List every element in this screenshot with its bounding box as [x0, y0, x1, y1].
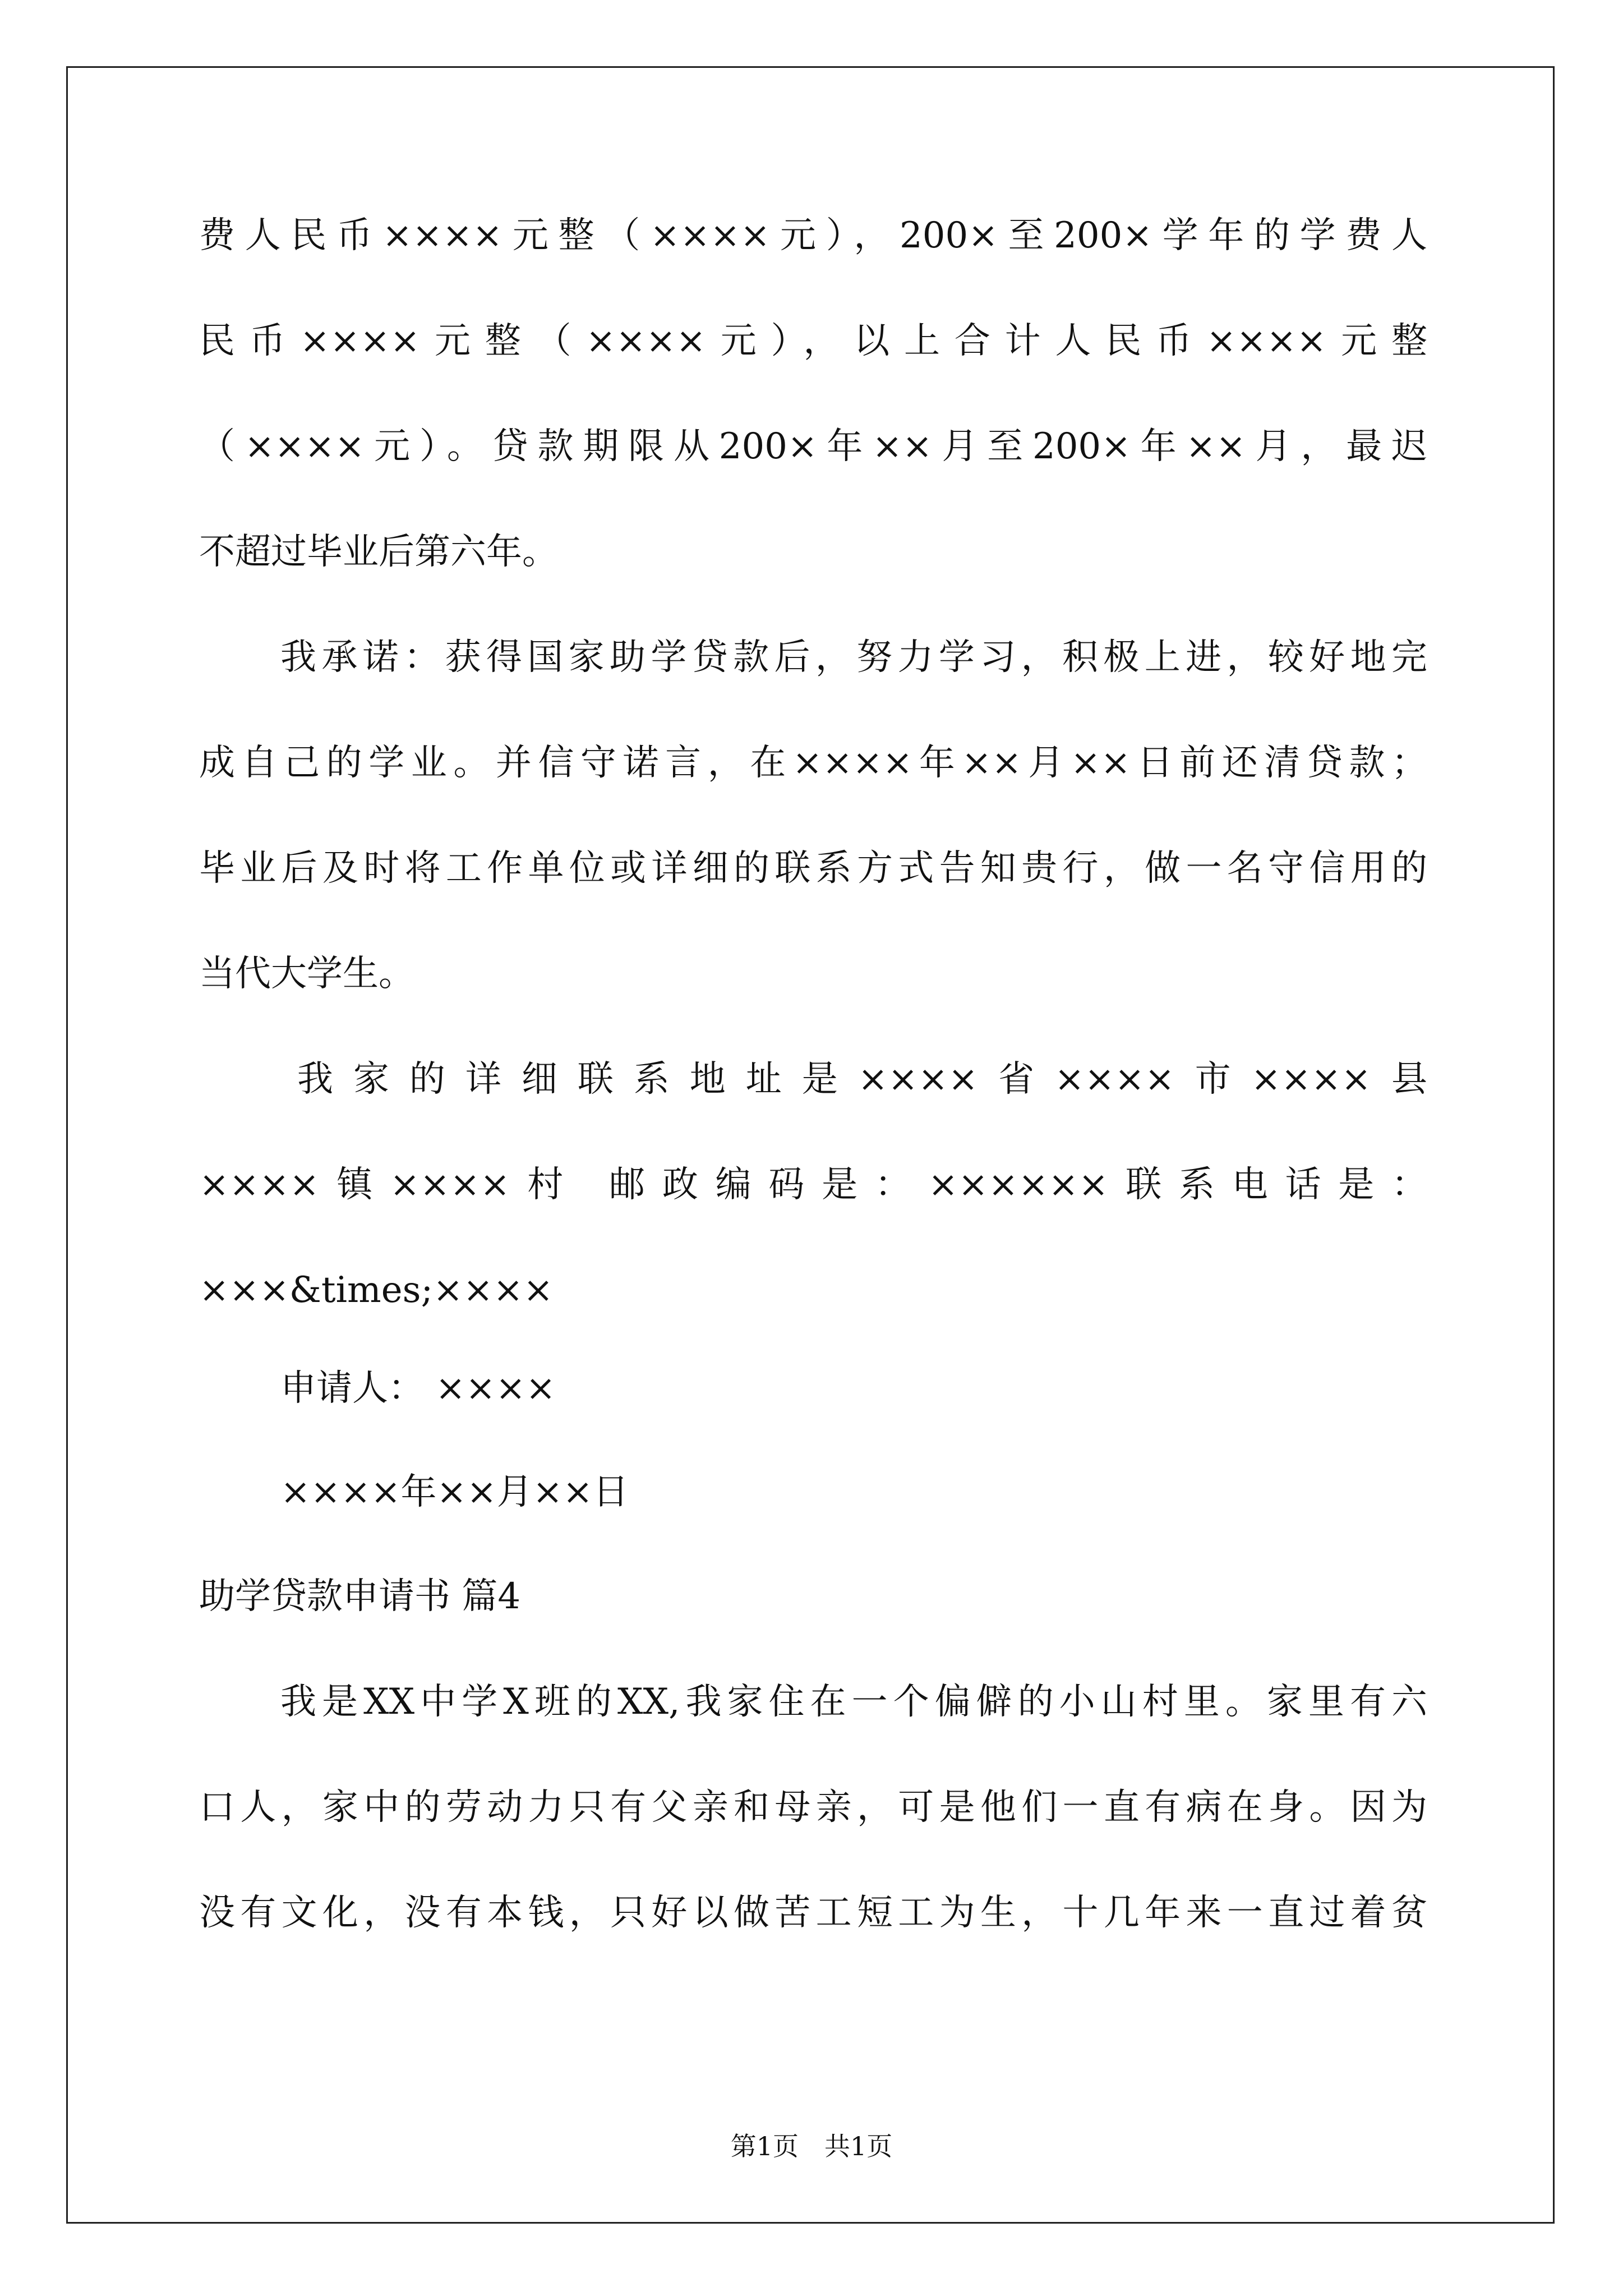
paragraph-line: 毕业后及时将工作单位或详细的联系方式告知贵行，做一名守信用的 — [199, 848, 1427, 889]
paragraph-line: 我是XX中学X班的XX,我家住在一个偏僻的小山村里。家里有六 — [280, 1681, 1427, 1723]
paragraph-line: 我承诺：获得国家助学贷款后，努力学习，积极上进，较好地完 — [280, 637, 1427, 678]
paragraph-line: 不超过毕业后第六年。 — [199, 531, 558, 573]
paragraph-line: 民币××××元整（××××元），以上合计人民币××××元整 — [199, 320, 1427, 362]
paragraph-line: 成自己的学业。并信守诺言，在××××年××月××日前还清贷款； — [199, 742, 1427, 784]
paragraph-line: 没有文化，没有本钱，只好以做苦工短工为生，十几年来一直过着贫 — [199, 1892, 1427, 1934]
page-footer: 第1页 共1页 — [730, 2131, 893, 2161]
paragraph-line: 口人，家中的劳动力只有父亲和母亲，可是他们一直有病在身。因为 — [199, 1787, 1427, 1828]
section-heading: 助学贷款申请书 篇4 — [199, 1576, 521, 1617]
applicant-line: 申请人： ×××× — [280, 1368, 556, 1409]
paragraph-line: 费人民币××××元整（××××元），200×至200×学年的学费人 — [199, 215, 1427, 256]
paragraph-line: 当代大学生。 — [199, 953, 414, 995]
paragraph-line: ××××镇××××村 邮政编码是：××××××联系电话是： — [199, 1164, 1427, 1205]
paragraph-line: （××××元）。贷款期限从200×年××月至200×年××月，最迟 — [199, 426, 1427, 467]
paragraph-line: ×××&times;×××× — [199, 1269, 554, 1311]
date-line: ××××年××月××日 — [280, 1471, 629, 1513]
paragraph-line: 我家的详细联系地址是××××省××××市××××县 — [297, 1059, 1427, 1100]
